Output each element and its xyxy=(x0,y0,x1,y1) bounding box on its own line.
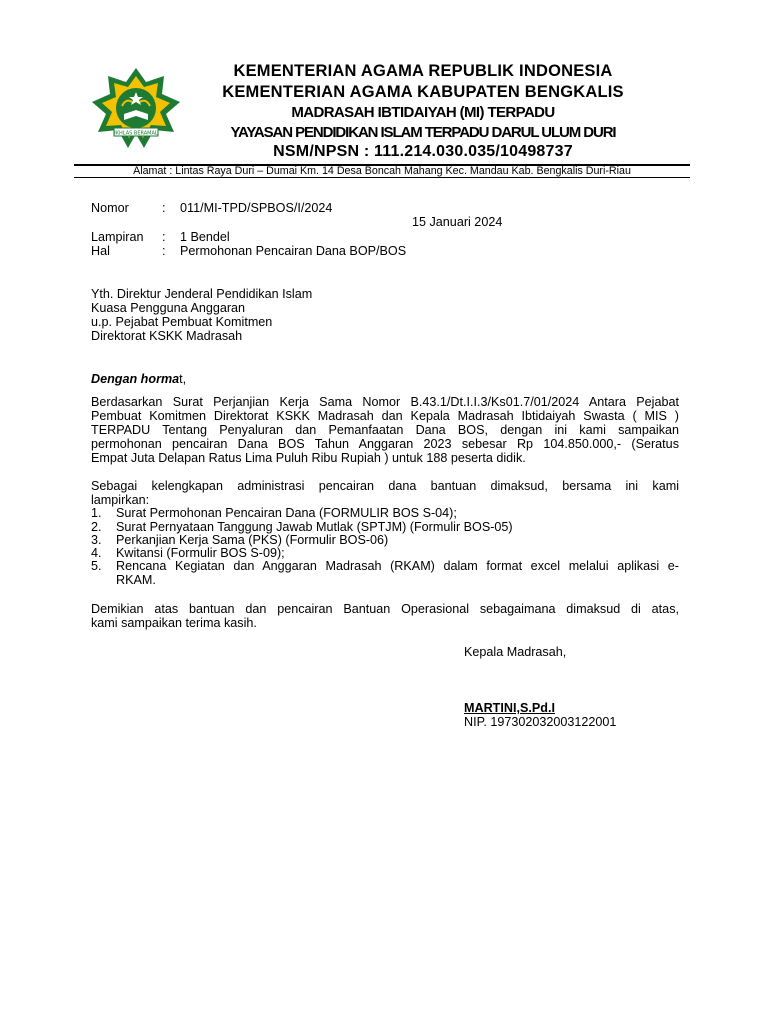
attachment-item: Kwitansi (Formulir BOS S-09); xyxy=(116,546,285,560)
attachment-item: Surat Pernyataan Tanggung Jawab Mutlak (SPTJM) (Formulir BOS-05) xyxy=(116,520,513,534)
paragraph-line: lampirkan: xyxy=(91,493,150,507)
nomor-value: 011/MI-TPD/SPBOS/I/2024 xyxy=(180,201,333,215)
recipient-line: Direktorat KSKK Madrasah xyxy=(91,329,243,343)
logo-banner-text: IKHLAS BERAMAL xyxy=(114,130,158,137)
lampiran-value: 1 Bendel xyxy=(180,230,230,244)
attachment-item: Perkanjian Kerja Sama (PKS) (Formulir BOS-06) xyxy=(116,533,389,547)
attachment-line: RKAM. xyxy=(116,573,156,587)
lampiran-colon: : xyxy=(162,230,166,244)
paragraph-line: kami sampaikan terima kasih. xyxy=(91,616,257,630)
hal-colon: : xyxy=(162,244,166,258)
header-ministry-national: KEMENTERIAN AGAMA REPUBLIK INDONESIA xyxy=(233,62,613,80)
header-ministry-regency: KEMENTERIAN AGAMA KABUPATEN BENGKALIS xyxy=(222,83,624,101)
signature-title: Kepala Madrasah, xyxy=(464,645,567,659)
paragraph-line: permohonan pencairan Dana BOS Tahun Anggaran 2023 sebesar Rp 104.850.000,- (Seratus xyxy=(91,437,679,451)
salutation-rest: t, xyxy=(179,372,187,386)
hal-value: Permohonan Pencairan Dana BOP/BOS xyxy=(180,244,407,258)
header-foundation-name: YAYASAN PENDIDIKAN ISLAM TERPADU DARUL ULUM DURI xyxy=(230,124,616,141)
header-nsm-npsn: NSM/NPSN : 111.214.030.035/10498737 xyxy=(273,143,573,160)
recipient-line: Kuasa Pengguna Anggaran xyxy=(91,301,246,315)
letter-date: 15 Januari 2024 xyxy=(412,215,503,229)
paragraph-line: Empat Juta Delapan Ratus Lima Puluh Ribu Rupiah ) untuk 188 peserta didik. xyxy=(91,451,526,465)
header-address: Alamat : Lintas Raya Duri – Dumai Km. 14 Desa Boncah Mahang Kec. Mandau Kab. Bengkalis Duri-Riau xyxy=(133,165,631,177)
salutation-bold: Dengan horma xyxy=(91,372,180,386)
paragraph-line: Demikian atas bantuan dan pencairan Bantuan Operasional sebagaimana dimaksud di atas, xyxy=(91,602,679,616)
recipient-line: Yth. Direktur Jenderal Pendidikan Islam xyxy=(91,287,313,301)
kemenag-logo xyxy=(84,68,188,150)
closing-paragraph xyxy=(91,602,679,630)
kemenag-emblem-icon xyxy=(84,68,188,150)
attachment-number: 1. xyxy=(91,506,102,520)
paragraph-line: TERPADU Tentang Penyaluran dan Pemanfaatan Dana BOS, dengan ini kami sampaikan xyxy=(91,423,679,437)
attachment-number: 5. xyxy=(91,559,102,573)
salutation xyxy=(91,372,186,386)
nomor-colon: : xyxy=(162,201,166,215)
paragraph-line: Pembuat Komitmen Direktorat KSKK Madrasah dan Kepala Madrasah Ibtidaiyah Swasta ( MIS ) xyxy=(91,409,679,423)
recipient-line: u.p. Pejabat Pembuat Komitmen xyxy=(91,315,273,329)
attachment-number: 3. xyxy=(91,533,102,547)
attachment-item xyxy=(116,559,679,587)
body-paragraph-2 xyxy=(91,479,679,507)
lampiran-label: Lampiran xyxy=(91,230,144,244)
attachment-line: Rencana Kegiatan dan Anggaran Madrasah (RKAM) dalam format excel melalui aplikasi e- xyxy=(116,559,679,573)
signatory-nip: NIP. 197302032003122001 xyxy=(464,715,617,729)
paragraph-line: Sebagai kelengkapan administrasi pencairan dana bantuan dimaksud, bersama ini kami xyxy=(91,479,679,493)
hal-label: Hal xyxy=(91,244,110,258)
signatory-name: MARTINI,S.Pd.I xyxy=(464,701,555,715)
paragraph-line: Berdasarkan Surat Perjanjian Kerja Sama Nomor B.43.1/Dt.I.I.3/Ks01.7/01/2024 Antara Pejabat xyxy=(91,395,679,409)
attachment-number: 2. xyxy=(91,520,102,534)
attachment-item: Surat Permohonan Pencairan Dana (FORMULIR BOS S-04); xyxy=(116,506,457,520)
header-divider-thin xyxy=(74,177,690,178)
nomor-label: Nomor xyxy=(91,201,129,215)
attachment-number: 4. xyxy=(91,546,102,560)
body-paragraph-1 xyxy=(91,395,679,465)
header-madrasah-name: MADRASAH IBTIDAIYAH (MI) TERPADU xyxy=(291,104,555,121)
